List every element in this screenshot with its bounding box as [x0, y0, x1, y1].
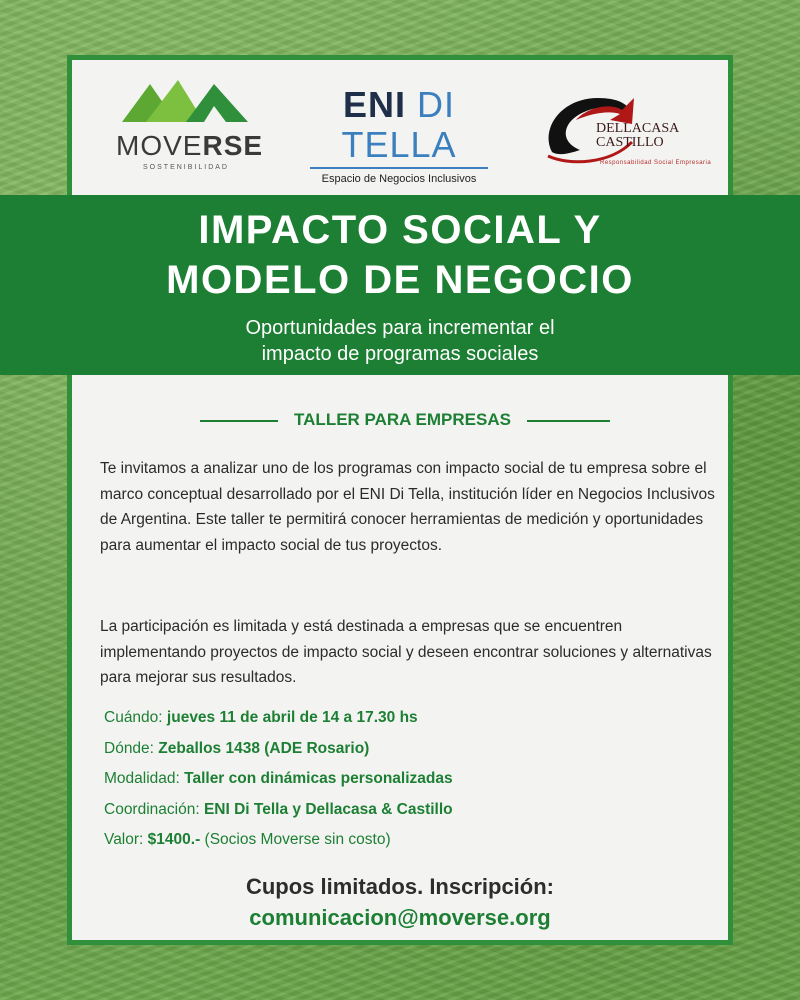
title-banner	[0, 195, 800, 375]
detail-modality: Modalidad: Taller con dinámicas personalizadas	[104, 770, 453, 787]
section-heading	[200, 408, 610, 432]
eni-divider	[310, 167, 488, 169]
registration-call: Cupos limitados. Inscripción:	[245, 874, 555, 899]
event-details	[104, 703, 724, 856]
heading-rule-left	[200, 420, 278, 422]
registration-email[interactable]: comunicacion@moverse.org	[249, 905, 551, 930]
eni-di-tella-logo	[304, 84, 494, 185]
intro-paragraph: Te invitamos a analizar uno de los programas con impacto social de tu empresa sobre el marco conceptual desarrollado por el ENI Di Tella, institución líder en Negocios Inclusivos de Argentina. Este taller te permitirá conocer herramientas de medición y oportunidades para aumentar el impacto social de tus proyectos.	[100, 460, 715, 554]
participation-paragraph: La participación es limitada y está destinada a empresas que se encuentren implementando proyectos de impacto social y deseen encontrar soluciones y alternativas para mejorar sus resultados.	[100, 618, 712, 686]
page-subtitle: Oportunidades para incrementar el impacto de programas sociales	[245, 317, 555, 365]
eni-subtitle: Espacio de Negocios Inclusivos	[321, 173, 477, 185]
eni-title: ENI DI TELLA	[341, 84, 457, 165]
moverse-wordmark: MOVERSE	[116, 130, 264, 161]
heading-rule-right	[527, 420, 610, 422]
section-label: TALLER PARA EMPRESAS	[294, 410, 511, 429]
moverse-logo	[116, 72, 264, 182]
moverse-mountains-icon	[116, 72, 256, 128]
dellacasa-tagline: Responsabilidad Social Empresaria	[600, 160, 712, 166]
moverse-tagline: SOSTENIBILIDAD	[143, 164, 229, 171]
detail-price: Valor: $1400.- (Socios Moverse sin costo)	[104, 831, 391, 848]
dellacasa-castillo-logo	[540, 80, 730, 180]
detail-when: Cuándo: jueves 11 de abril de 14 a 17.30 hs	[104, 709, 418, 726]
sponsor-logos	[72, 60, 728, 200]
page-title: IMPACTO SOCIAL Y MODELO DE NEGOCIO	[166, 208, 634, 302]
dellacasa-name: DELLACASA CASTILLO	[596, 121, 680, 150]
detail-coordination: Coordinación: ENI Di Tella y Dellacasa & Castillo	[104, 800, 453, 818]
detail-where: Dónde: Zeballos 1438 (ADE Rosario)	[104, 739, 370, 757]
